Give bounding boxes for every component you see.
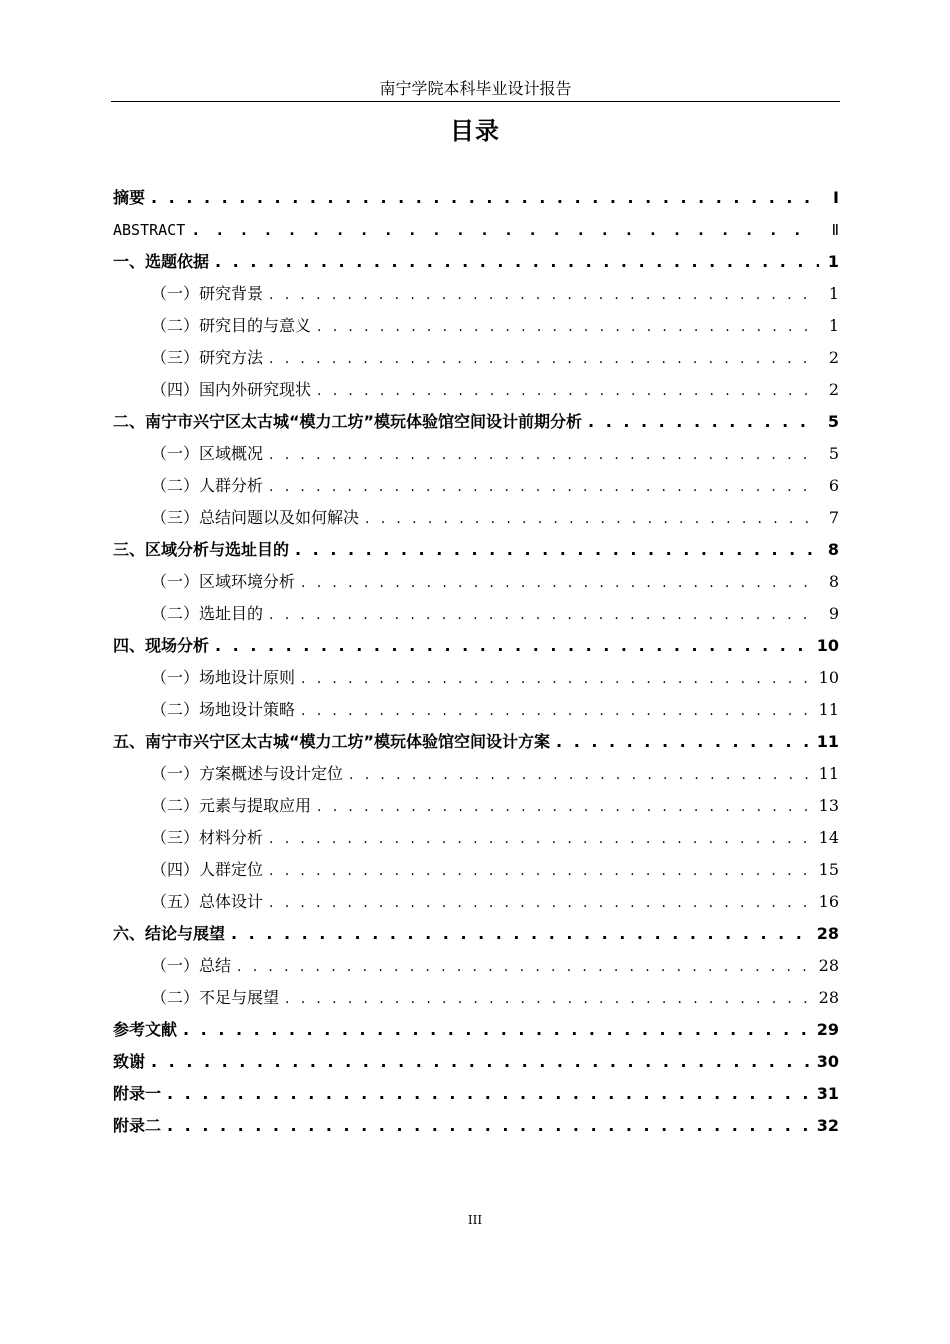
toc-entry-section[interactable] — [113, 438, 839, 470]
toc-dot-leader — [317, 791, 813, 822]
toc-entry-page: 31 — [816, 1084, 839, 1103]
toc-entry-section[interactable] — [113, 278, 839, 310]
toc-entry-title: （一）研究背景 — [151, 284, 264, 303]
toc-dot-leader — [295, 534, 819, 566]
toc-entry-page: 13 — [818, 796, 839, 815]
toc-dot-leader — [269, 855, 813, 886]
toc-entry-title: 二、南宁市兴宁区太古城“模力工坊”模玩体验馆空间设计前期分析 — [113, 412, 583, 431]
toc-entry-title: 参考文献 — [113, 1020, 178, 1039]
toc-entry-page: 16 — [818, 892, 839, 911]
toc-entry-title: 三、区域分析与选址目的 — [113, 540, 290, 559]
toc-entry-chapter[interactable] — [113, 726, 839, 758]
toc-dot-leader — [301, 663, 813, 694]
toc-entry-page: 8 — [828, 572, 839, 591]
toc-entry-section[interactable] — [113, 566, 839, 598]
toc-entry-page: 7 — [828, 508, 839, 527]
toc-entry-page: Ⅱ — [831, 221, 839, 239]
toc-entry-page: 6 — [828, 476, 839, 495]
toc-entry-title: 五、南宁市兴宁区太古城“模力工坊”模玩体验馆空间设计方案 — [113, 732, 551, 751]
toc-entry-page: 2 — [828, 380, 839, 399]
toc-entry-section[interactable] — [113, 310, 839, 342]
toc-entry-section[interactable] — [113, 758, 839, 790]
toc-dot-leader — [191, 214, 819, 246]
toc-entry-title: ABSTRACT — [113, 221, 186, 239]
toc-entry-section[interactable] — [113, 790, 839, 822]
toc-entry-section[interactable] — [113, 470, 839, 502]
toc-entry-title: （一）区域概况 — [151, 444, 264, 463]
toc-entry-title: （二）人群分析 — [151, 476, 264, 495]
toc-entry-page: 11 — [818, 700, 839, 719]
toc-dot-leader — [151, 182, 819, 214]
toc-entry-title: 摘要 — [113, 188, 146, 207]
toc-entry-section[interactable] — [113, 502, 839, 534]
toc-entry-chapter[interactable] — [113, 406, 839, 438]
toc-entry-title: 四、现场分析 — [113, 636, 210, 655]
toc-entry-title: （二）不足与展望 — [151, 988, 280, 1007]
toc-dot-leader — [231, 918, 811, 950]
toc-entry-title: （二）研究目的与意义 — [151, 316, 312, 335]
toc-entry-section[interactable] — [113, 374, 839, 406]
toc-dot-leader — [269, 439, 819, 470]
toc-entry-section[interactable] — [113, 598, 839, 630]
toc-entry-page: 28 — [818, 988, 839, 1007]
toc-entry-title: 一、选题依据 — [113, 252, 210, 271]
toc-entry-page: 1 — [827, 252, 839, 271]
page-number: III — [467, 1213, 483, 1227]
toc-entry-chapter[interactable] — [113, 214, 839, 246]
toc-dot-leader — [349, 759, 813, 790]
toc-entry-page: 15 — [818, 860, 839, 879]
toc-dot-leader — [167, 1110, 811, 1142]
toc-entry-title: （二）选址目的 — [151, 604, 264, 623]
toc-entry-chapter[interactable] — [113, 1014, 839, 1046]
toc-entry-page: 5 — [827, 412, 839, 431]
toc-entry-page: 28 — [818, 956, 839, 975]
toc-entry-section[interactable] — [113, 822, 839, 854]
toc-entry-title: （三）材料分析 — [151, 828, 264, 847]
toc-entry-chapter[interactable] — [113, 1110, 839, 1142]
toc-dot-leader — [151, 1046, 811, 1078]
header-rule — [111, 101, 840, 102]
toc-entry-title: （五）总体设计 — [151, 892, 264, 911]
toc-entry-title: （一）总结 — [151, 956, 232, 975]
toc-entry-page: 11 — [816, 732, 839, 751]
toc-entry-title: （四）人群定位 — [151, 860, 264, 879]
toc-entry-title: （二）元素与提取应用 — [151, 796, 312, 815]
toc-entry-chapter[interactable] — [113, 534, 839, 566]
toc-dot-leader — [269, 823, 813, 854]
toc-entry-page: 8 — [827, 540, 839, 559]
toc-entry-page: 28 — [816, 924, 839, 943]
toc-entry-page: 1 — [828, 316, 839, 335]
toc-entry-section[interactable] — [113, 854, 839, 886]
toc-entry-section[interactable] — [113, 886, 839, 918]
toc-entry-page: 29 — [816, 1020, 839, 1039]
toc-entry-section[interactable] — [113, 662, 839, 694]
toc-dot-leader — [365, 503, 819, 534]
toc-entry-title: （三）研究方法 — [151, 348, 264, 367]
toc-entry-title: （一）区域环境分析 — [151, 572, 296, 591]
toc-entry-chapter[interactable] — [113, 1046, 839, 1078]
toc-entry-title: （一）场地设计原则 — [151, 668, 296, 687]
toc-dot-leader — [269, 887, 813, 918]
toc-entry-page: 2 — [828, 348, 839, 367]
toc-dot-leader — [167, 1078, 811, 1110]
toc-dot-leader — [269, 343, 819, 374]
toc-dot-leader — [215, 630, 811, 662]
toc-entry-chapter[interactable] — [113, 630, 839, 662]
toc-entry-page: 5 — [828, 444, 839, 463]
toc-entry-page: 11 — [818, 764, 839, 783]
toc-dot-leader — [215, 246, 819, 278]
toc-entry-page: 32 — [816, 1116, 839, 1135]
toc-entry-page: Ⅰ — [833, 188, 839, 207]
toc-dot-leader — [269, 599, 819, 630]
toc-entry-section[interactable] — [113, 694, 839, 726]
toc-dot-leader — [269, 279, 819, 310]
toc-entry-title: （一）方案概述与设计定位 — [151, 764, 344, 783]
toc-dot-leader — [237, 951, 813, 982]
toc-dot-leader — [301, 567, 819, 598]
toc-entry-section[interactable] — [113, 982, 839, 1014]
toc-entry-page: 30 — [816, 1052, 839, 1071]
toc-dot-leader — [183, 1014, 811, 1046]
toc-entry-title: （四）国内外研究现状 — [151, 380, 312, 399]
toc-entry-page: 10 — [818, 668, 839, 687]
toc-dot-leader — [588, 406, 819, 438]
toc-entry-chapter[interactable] — [113, 918, 839, 950]
toc-dot-leader — [301, 695, 813, 726]
toc-entry-title: 六、结论与展望 — [113, 924, 226, 943]
toc-dot-leader — [317, 311, 819, 342]
toc-entry-chapter[interactable] — [113, 246, 839, 278]
toc-entry-page: 9 — [828, 604, 839, 623]
table-of-contents — [113, 182, 839, 1142]
toc-entry-chapter[interactable] — [113, 182, 839, 214]
page-title: 目录 — [450, 117, 500, 145]
toc-entry-page: 10 — [816, 636, 839, 655]
toc-entry-chapter[interactable] — [113, 1078, 839, 1110]
toc-entry-section[interactable] — [113, 342, 839, 374]
toc-entry-title: 致谢 — [113, 1052, 146, 1071]
toc-dot-leader — [285, 983, 813, 1014]
toc-entry-section[interactable] — [113, 950, 839, 982]
toc-entry-page: 14 — [818, 828, 839, 847]
toc-dot-leader — [317, 375, 819, 406]
toc-dot-leader — [556, 726, 811, 758]
toc-entry-page: 1 — [828, 284, 839, 303]
toc-entry-title: （三）总结问题以及如何解决 — [151, 508, 360, 527]
running-header: 南宁学院本科毕业设计报告 — [379, 79, 572, 98]
toc-entry-title: 附录一 — [113, 1084, 162, 1103]
toc-dot-leader — [269, 471, 819, 502]
toc-entry-title: （二）场地设计策略 — [151, 700, 296, 719]
toc-entry-title: 附录二 — [113, 1116, 162, 1135]
